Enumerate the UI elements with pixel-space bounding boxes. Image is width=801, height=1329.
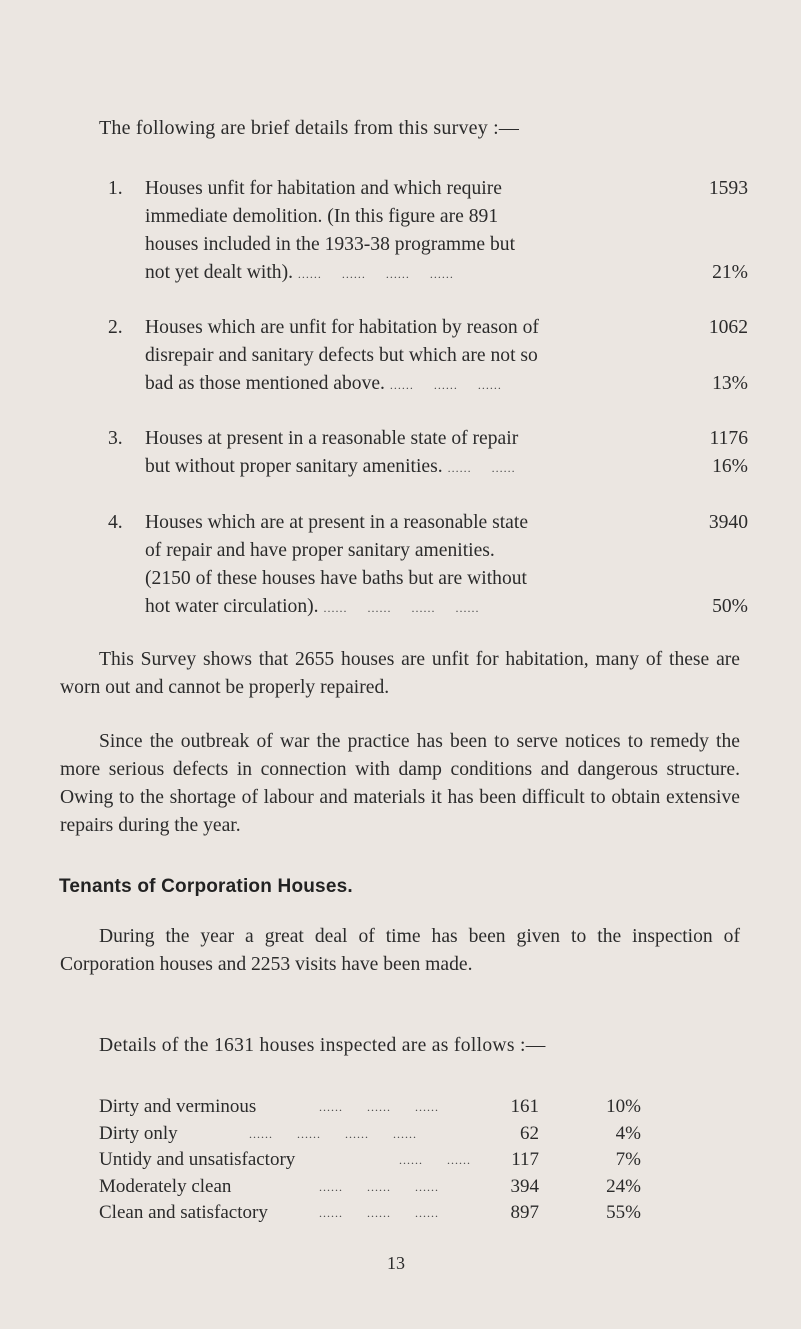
- table-row: Dirty and verminous ...... ...... ...... 161 10%: [99, 1096, 641, 1117]
- item-number: 4.: [108, 512, 123, 533]
- item-number: 2.: [108, 317, 123, 338]
- survey-intro: The following are brief details from this survey :—: [99, 117, 520, 139]
- item-number: 3.: [108, 428, 123, 449]
- table-row: Moderately clean ...... ...... ...... 394 24%: [99, 1175, 641, 1197]
- inspection-paragraph: During the year a great deal of time has been given to the inspection of Corporation houses and 2253 visits have been made.: [60, 926, 740, 975]
- item-percent: 16%: [712, 456, 748, 477]
- survey-item-2: [108, 314, 748, 398]
- table-row: Untidy and unsatisfactory ...... ...... 117 7%: [99, 1149, 641, 1170]
- survey-item-1: [108, 175, 748, 287]
- item-percent: 50%: [712, 596, 748, 617]
- inspection-table: [99, 1094, 739, 1227]
- item-number: 1.: [108, 178, 123, 199]
- table-row: Clean and satisfactory ...... ...... ...... 897 55%: [99, 1202, 641, 1223]
- item-percent: 13%: [712, 373, 748, 394]
- item-count: 1593: [708, 178, 748, 199]
- item-count: 1176: [709, 428, 748, 449]
- item-text: Houses unfit for habitation and which require immediate demolition. (In this figure are 891 houses included in the 1933-38 programme but not yet dealt with). ...... ...... ...... ......: [145, 178, 516, 283]
- item-count: 3940: [708, 512, 748, 533]
- survey-item-3: [108, 425, 748, 481]
- page-number: 13: [387, 1253, 405, 1273]
- item-text: Houses which are at present in a reasonable state of repair and have proper sanitary amenities. (2150 of these houses have baths but are without hot water circulation). ...... ...... ...... ......: [145, 512, 529, 617]
- item-count: 1062: [708, 317, 748, 338]
- details-intro: Details of the 1631 houses inspected are as follows :—: [99, 1035, 546, 1056]
- item-text: Houses at present in a reasonable state of repair but without proper sanitary amenities. ...... ......: [145, 428, 519, 477]
- survey-summary-paragraph: This Survey shows that 2655 houses are unfit for habitation, many of these are worn out and cannot be properly repaired.: [60, 649, 740, 698]
- table-row: Dirty only ...... ...... ...... ...... 62 4%: [99, 1122, 641, 1144]
- war-notices-paragraph: Since the outbreak of war the practice has been to serve notices to remedy the more serious defects in connection with damp conditions and dangerous structure. Owing to the shortage of labour and materials it has been difficult to obtain extensive repairs during the year.: [60, 731, 740, 836]
- section-heading: Tenants of Corporation Houses.: [59, 876, 353, 897]
- survey-item-4: [108, 509, 748, 621]
- item-percent: 21%: [712, 262, 748, 283]
- item-text: Houses which are unfit for habitation by reason of disrepair and sanitary defects but which are not so bad as those mentioned above. ...... ...... ......: [145, 317, 539, 394]
